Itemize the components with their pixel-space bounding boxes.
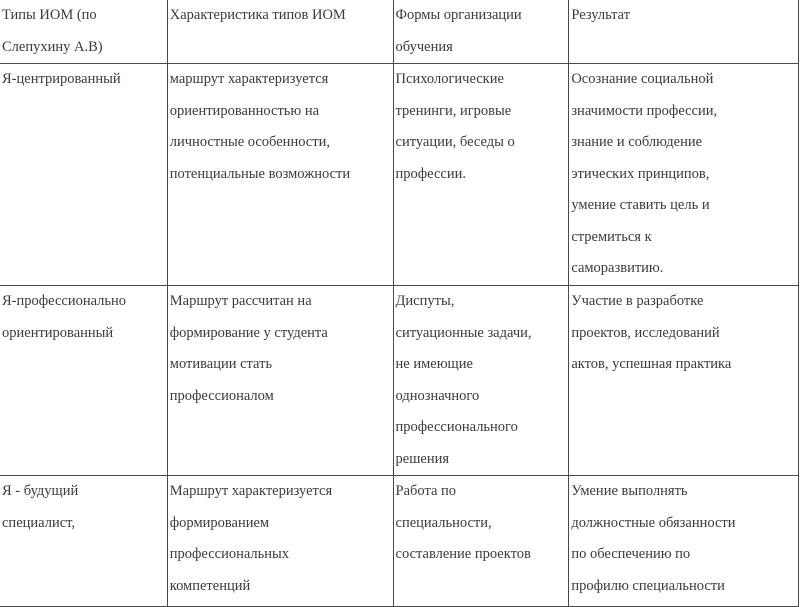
cell-line: формирование у студента: [169, 324, 328, 341]
cell-line: профилю специальности: [571, 577, 725, 594]
characteristic-cell: [167, 286, 393, 476]
cell-line: Формы организации: [395, 7, 522, 23]
cell-line: Маршрут характеризуется: [169, 483, 333, 499]
cell-line: профессионального: [395, 419, 518, 435]
cell-line: решения: [395, 450, 450, 467]
characteristic-cell: [167, 64, 393, 286]
cell-line: обучения: [395, 38, 453, 55]
cell-line: должностные обязанности: [571, 514, 736, 531]
cell-line: маршрут характеризуется: [169, 71, 329, 87]
forms-cell: [393, 286, 569, 476]
cell-line: составление проектов: [395, 546, 531, 562]
cell-line: тренинги, игровые: [395, 102, 512, 119]
cell-line: Психологические: [395, 71, 504, 87]
cell-line: Типы ИОМ (по: [2, 7, 97, 23]
cell-line: Результат: [571, 7, 631, 23]
result-cell: [569, 476, 799, 607]
characteristic-cell: [167, 476, 393, 607]
table-row: [0, 286, 799, 476]
cell-line: ситуационные задачи,: [395, 324, 532, 341]
cell-line: Слепухину А.В): [2, 38, 103, 55]
cell-line: Характеристика типов ИОМ: [169, 7, 346, 23]
type-cell: [0, 476, 167, 607]
cell-line: мотивации стать: [169, 356, 273, 372]
cell-line: профессии.: [395, 165, 466, 182]
header-cell-forms: [393, 0, 569, 64]
cell-line: Осознание социальной: [571, 71, 714, 87]
cell-line: Умение выполнять: [571, 483, 688, 499]
header-cell-types: [0, 0, 167, 64]
header-cell-result: [569, 0, 799, 64]
cell-line: знание и соблюдение: [571, 134, 703, 150]
result-cell: [569, 286, 799, 476]
cell-line: ориентированный: [2, 324, 114, 341]
cell-line: ориентированностью на: [169, 102, 320, 119]
cell-line: Я-центрированный: [2, 71, 121, 87]
header-cell-characteristic: [167, 0, 393, 64]
forms-cell: [393, 64, 569, 286]
cell-line: формированием: [169, 514, 270, 531]
cell-line: проектов, исследований: [571, 324, 720, 341]
cell-line: Я - будущий: [2, 483, 79, 499]
cell-line: Маршрут рассчитан на: [169, 293, 312, 309]
cell-line: актов, успешная практика: [571, 356, 732, 372]
cell-line: профессионалом: [169, 387, 274, 404]
cell-line: личностные особенности,: [169, 134, 330, 150]
cell-line: потенциальные возможности: [169, 165, 351, 182]
cell-line: профессиональных: [169, 546, 290, 562]
cell-line: специалист,: [2, 514, 76, 531]
table-header-row: [0, 0, 799, 64]
result-cell: [569, 64, 799, 286]
cell-line: этических принципов,: [571, 165, 710, 182]
cell-line: специальности,: [395, 514, 492, 531]
cell-line: компетенций: [169, 577, 251, 594]
type-cell: [0, 64, 167, 286]
cell-line: Участие в разработке: [571, 293, 704, 309]
cell-line: по обеспечению по: [571, 546, 691, 562]
cell-line: однозначного: [395, 387, 480, 404]
cell-line: значимости профессии,: [571, 102, 718, 119]
cell-line: ситуации, беседы о: [395, 134, 515, 150]
cell-line: Диспуты,: [395, 293, 455, 309]
cell-line: умение ставить цель и: [571, 197, 710, 213]
cell-line: Работа по: [395, 483, 457, 499]
forms-cell: [393, 476, 569, 607]
cell-line: саморазвитию.: [571, 260, 664, 276]
cell-line: стремиться к: [571, 228, 652, 245]
table-row: [0, 476, 799, 607]
table-row: [0, 64, 799, 286]
type-cell: [0, 286, 167, 476]
cell-line: Я-профессионально: [2, 293, 127, 309]
cell-line: не имеющие: [395, 356, 473, 372]
